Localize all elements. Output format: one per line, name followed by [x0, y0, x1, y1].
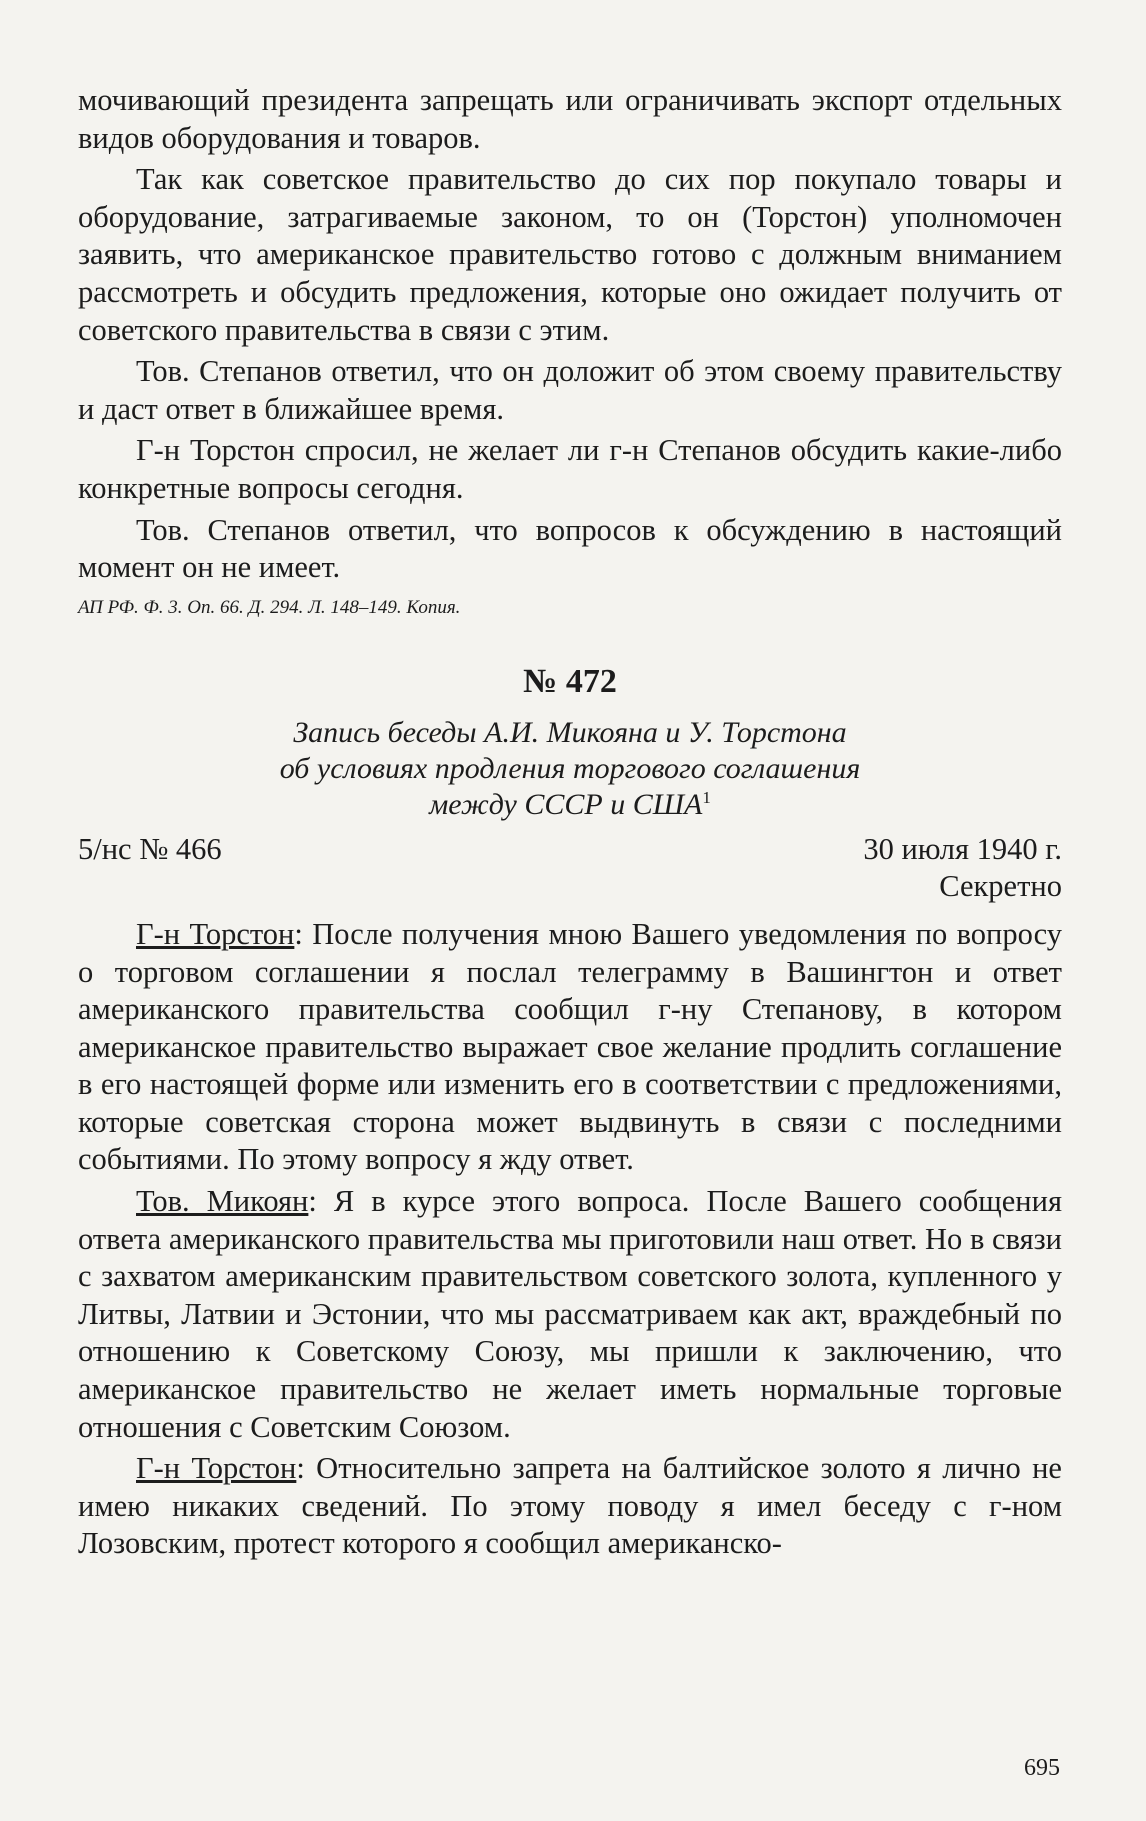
speech-text: : После получения мною Вашего уведомления по вопросу о торговом соглашении я послал телеграмму в Вашингтон и ответ американского правительства сообщил г-ну Степанову, в котором американское правительство выражает свое желание продлить соглашение в его настоящей форме или изменить его в соответствии с предложениями, которые советская сторона может выдвинуть в связи с последними событиями. По этому вопросу я жду ответ. — [78, 916, 1062, 1177]
dialogue-paragraph — [78, 1183, 1062, 1446]
document-meta-row — [78, 831, 1062, 869]
page-number: 695 — [1024, 1755, 1060, 1781]
speech-text: : Относительно запрета на балтийское золото я лично не имею никаких сведений. По этому поводу я имел беседу с г-ном Лозовским, протест которого я сообщил американско- — [78, 1451, 1062, 1561]
speaker-name: Тов. Микоян — [136, 1184, 309, 1219]
archive-source-note: АП РФ. Ф. 3. Оп. 66. Д. 294. Л. 148–149. Копия. — [78, 596, 461, 618]
classification-label: Секретно — [939, 869, 1062, 904]
speaker-name: Г-н Торстон — [136, 916, 295, 951]
document-title-line: об условиях продления торгового соглашения — [279, 751, 861, 785]
speaker-name: Г-н Торстон — [136, 1451, 297, 1486]
registration-number: 5/нс № 466 — [78, 831, 222, 866]
document-title-text: между СССР и США — [429, 787, 703, 821]
document-date: 30 июля 1940 г. — [863, 831, 1062, 866]
footnote-marker: 1 — [702, 787, 711, 807]
paragraph: Г-н Торстон спросил, не желает ли г-н Степанов обсудить какие-либо конкретные вопросы сегодня. — [78, 433, 1062, 505]
dialogue-paragraph — [78, 916, 1062, 1179]
document-title-line: Запись беседы А.И. Микояна и У. Торстона — [293, 715, 847, 749]
paragraph: Тов. Степанов ответил, что он доложит об этом своему правительству и даст ответ в ближайшее время. — [78, 354, 1062, 426]
paragraph: Так как советское правительство до сих пор покупало товары и оборудование, затрагиваемые законом, то он (Торстон) уполномочен заявить, что американское правительство готово с должным вниманием рассмотреть и обсудить предложения, которые оно ожидает получить от советского правительства в связи с этим. — [78, 162, 1062, 347]
dialogue-paragraph — [78, 1450, 1062, 1563]
paragraph: Тов. Степанов ответил, что вопросов к обсуждению в настоящий момент он не имеет. — [78, 512, 1062, 585]
document-title — [78, 715, 1062, 823]
document-title-line — [78, 787, 1062, 823]
paragraph-continuation: мочивающий президента запрещать или ограничивать экспорт отдельных видов оборудования и товаров. — [78, 83, 1062, 155]
speech-text: : Я в курсе этого вопроса. После Вашего сообщения ответа американского правительства мы приготовили наш ответ. Но в связи с захватом американским правительством советского золота, купленного у Литвы, Латвии и Эстонии, что мы рассматриваем как акт, враждебный по отношению к Советскому Союзу, мы пришли к заключению, что американское правительство не желает иметь нормальные торговые отношения с Советским Союзом. — [78, 1184, 1062, 1444]
document-number: № 472 — [523, 662, 617, 700]
page-body — [78, 82, 1062, 1567]
